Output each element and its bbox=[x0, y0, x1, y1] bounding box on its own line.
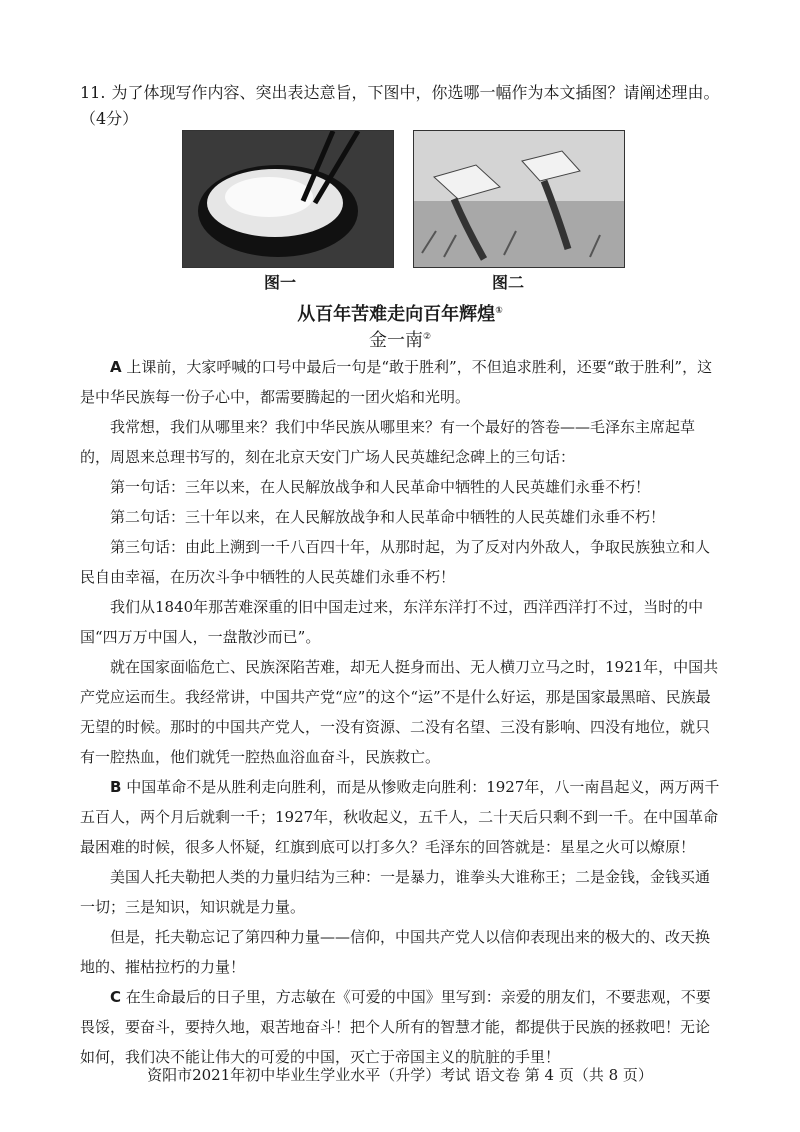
section-label: B bbox=[110, 778, 122, 796]
article-body bbox=[80, 352, 720, 1072]
article-author: 金一南② bbox=[368, 330, 432, 351]
paragraph: A 上课前，大家呼喊的口号中最后一句是“敢于胜利”，不但追求胜利，还要“敢于胜利”，这是中华民族每一份子心中，都需要腾起的一团火焰和光明。 bbox=[80, 358, 713, 406]
paragraph: C 在生命最后的日子里，方志敏在《可爱的中国》里写到：亲爱的朋友们，不要悲观，不要畏馁，要奋斗，要持久地，艰苦地奋斗！把个人所有的智慧才能，都提供于民族的拯救吧！无论如何，我们决不能让伟大的可爱的中国，灭亡于帝国主义的肮脏的手里！ bbox=[80, 988, 711, 1066]
question-number: 11. bbox=[80, 83, 106, 102]
paragraph: B 中国革命不是从胜利走向胜利，而是从惨败走向胜利：1927年，八一南昌起义，两万两千五百人，两个月后就剩一千；1927年，秋收起义，五千人，二十天后只剩不到一千。在中国革命最困难的时候，很多人怀疑，红旗到底可以打多久？毛泽东的回答就是：星星之火可以燎原！ bbox=[80, 778, 720, 856]
paragraph: 第三句话：由此上溯到一千八百四十年，从那时起，为了反对内外敌人，争取民族独立和人民自由幸福，在历次斗争中牺牲的人民英雄们永垂不朽！ bbox=[80, 538, 711, 586]
paragraph: 美国人托夫勒把人类的力量归结为三种：一是暴力，谁拳头大谁称王；二是金钱，金钱买通一切；三是知识，知识就是力量。 bbox=[80, 868, 711, 916]
paragraph: 就在国家面临危亡、民族深陷苦难，却无人挺身而出、无人横刀立马之时，1921年，中国共产党应运而生。我经常讲，中国共产党“应”的这个“运”不是什么好运，那是国家最黑暗、民族最无望的时候。那时的中国共产党人，一没有资源、二没有名望、三没有影响、四没有地位，就只有一腔热血，他们就凭一腔热血浴血奋斗，民族救亡。 bbox=[80, 658, 719, 766]
question-11 bbox=[80, 80, 730, 132]
title-footnote-mark: ① bbox=[495, 306, 503, 316]
page-footer: 资阳市2021年初中毕业生学业水平（升学）考试 语文卷 第 4 页（共 8 页） bbox=[147, 1066, 653, 1084]
paragraph: 我常想，我们从哪里来？我们中华民族从哪里来？有一个最好的答卷——毛泽东主席起草的，周恩来总理书写的，刻在北京天安门广场人民英雄纪念碑上的三句话： bbox=[80, 418, 696, 466]
paragraph: 我们从1840年那苦难深重的旧中国走过来，东洋东洋打不过，西洋西洋打不过，当时的中国“四万万中国人，一盘散沙而已”。 bbox=[80, 598, 704, 646]
paragraph: 但是，托夫勒忘记了第四种力量——信仰，中国共产党人以信仰表现出来的极大的、改天换地的、摧枯拉朽的力量！ bbox=[80, 928, 711, 976]
figure-2-caption: 图二 bbox=[492, 273, 525, 292]
figures bbox=[0, 130, 800, 300]
question-text: 为了体现写作内容、突出表达意旨，下图中，你选哪一幅作为本文插图？请阐述理由。（4分） bbox=[80, 83, 720, 128]
figure-2-farmers-image bbox=[413, 130, 625, 268]
paragraph: 第二句话：三十年以来，在人民解放战争和人民革命中牺牲的人民英雄们永垂不朽！ bbox=[110, 508, 666, 526]
figure-1-caption: 图一 bbox=[264, 273, 297, 292]
section-label: A bbox=[110, 358, 122, 376]
article-title: 从百年苦难走向百年辉煌① bbox=[297, 304, 503, 325]
author-footnote-mark: ② bbox=[422, 332, 432, 342]
section-label: C bbox=[110, 988, 122, 1006]
paragraph: 第一句话：三年以来，在人民解放战争和人民革命中牺牲的人民英雄们永垂不朽！ bbox=[110, 478, 651, 496]
figure-1-rice-bowl-image bbox=[182, 130, 394, 268]
